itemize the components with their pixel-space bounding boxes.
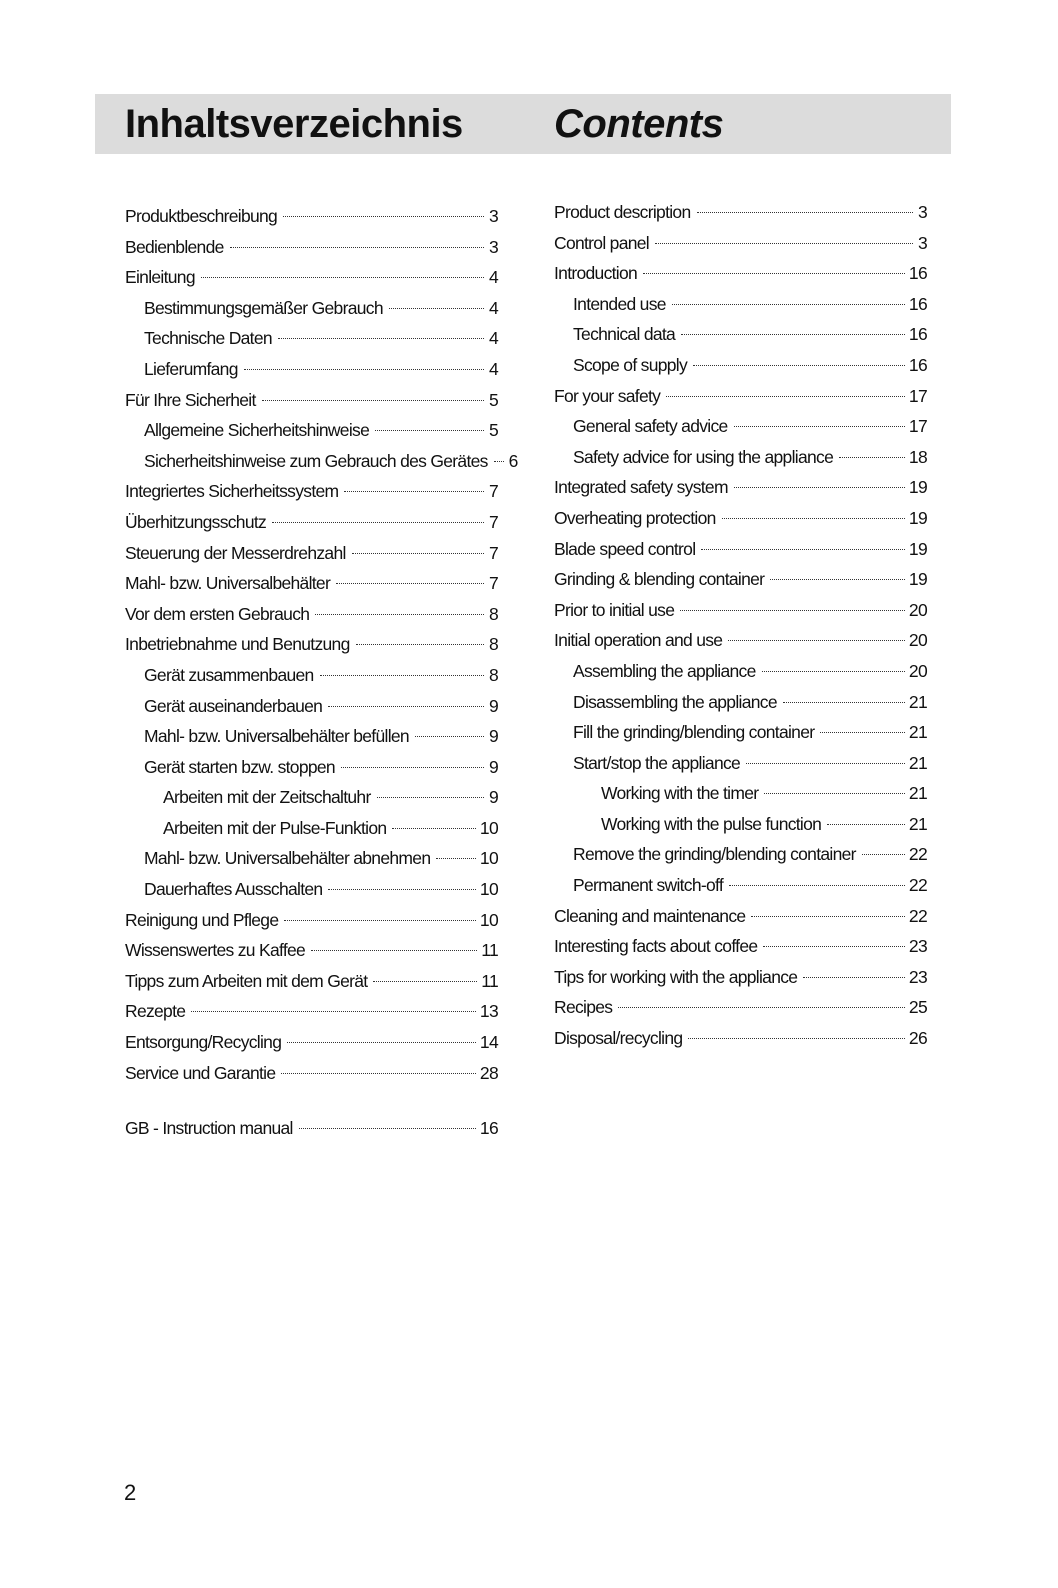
toc-entry-label: Intended use: [573, 293, 666, 314]
dot-leader: [336, 583, 484, 584]
toc-entry[interactable]: [554, 442, 927, 473]
toc-entry[interactable]: [554, 992, 927, 1023]
toc-entry-page: 21: [908, 783, 927, 804]
toc-entry-page: 9: [488, 787, 498, 808]
dot-leader: [764, 793, 905, 794]
dot-leader: [688, 1038, 904, 1039]
toc-entry-page: 10: [479, 909, 498, 930]
toc-entry-label: Tipps zum Arbeiten mit dem Gerät: [125, 970, 368, 991]
toc-entry-page: 4: [488, 358, 498, 379]
toc-entry-page: 23: [908, 966, 927, 987]
toc-entry-page: 8: [488, 634, 498, 655]
toc-entry-page: 3: [917, 232, 927, 253]
header-band: [95, 94, 951, 154]
dot-leader: [315, 614, 484, 615]
toc-entry-page: 11: [481, 940, 498, 961]
toc-entry-page: 19: [908, 507, 927, 528]
toc-entry-label: Dauerhaftes Ausschalten: [144, 879, 323, 900]
toc-entry-label: Initial operation and use: [554, 630, 723, 651]
toc-entry[interactable]: [125, 935, 498, 966]
toc-entry-label: Product description: [554, 202, 691, 222]
page-number: 2: [124, 1480, 137, 1505]
toc-entry-label: Überhitzungsschutz: [125, 511, 267, 532]
dot-leader: [820, 732, 905, 733]
dot-leader: [272, 522, 484, 523]
toc-entry-label: Fill the grinding/blending container: [573, 722, 815, 743]
dot-leader: [320, 675, 484, 676]
toc-entry-page: 21: [908, 691, 927, 712]
toc-entry-page: 16: [479, 1118, 498, 1138]
dot-leader: [287, 1042, 476, 1043]
toc-entry-label: Technical data: [573, 324, 676, 345]
dot-leader: [728, 640, 905, 641]
toc-entry-page: 19: [908, 477, 927, 498]
toc-entry[interactable]: [554, 1023, 927, 1054]
toc-entry-label: Grinding & blending container: [554, 569, 765, 590]
toc-entry-page: 26: [908, 1028, 927, 1049]
dot-leader: [436, 858, 476, 859]
toc-entry-label: Remove the grinding/blending container: [573, 844, 856, 865]
toc-entry-page: 17: [908, 385, 927, 406]
toc-entry[interactable]: [554, 197, 927, 228]
dot-leader: [299, 1128, 476, 1129]
toc-entry-label: Einleitung: [125, 267, 195, 288]
toc-entry-page: 5: [488, 420, 498, 441]
toc-entry-page: 16: [908, 293, 927, 314]
toc-entry-label: Für Ihre Sicherheit: [125, 389, 256, 410]
toc-entry[interactable]: [125, 354, 498, 385]
title-german: Inhaltsverzeichnis: [125, 102, 463, 146]
dot-leader: [284, 920, 476, 921]
toc-entry-page: 21: [908, 722, 927, 743]
dot-leader: [751, 916, 905, 917]
toc-entry-label: Working with the pulse function: [601, 813, 822, 834]
toc-entry[interactable]: [125, 782, 498, 813]
toc-entry[interactable]: [554, 228, 927, 259]
toc-entry-page: 7: [488, 511, 498, 532]
dot-leader: [352, 553, 484, 554]
toc-entry-page: 10: [479, 879, 498, 900]
toc-entry-label: Assembling the appliance: [573, 660, 756, 681]
toc-entry-page: 3: [488, 206, 498, 226]
toc-entry-label: Safety advice for using the appliance: [573, 446, 834, 467]
toc-entry[interactable]: [125, 476, 498, 507]
dot-leader: [373, 981, 477, 982]
dot-leader: [655, 243, 913, 244]
toc-entry[interactable]: [125, 660, 498, 691]
dot-leader: [328, 889, 475, 890]
dot-leader: [862, 854, 905, 855]
toc-entry-page: 16: [908, 324, 927, 345]
toc-entry[interactable]: [125, 1027, 498, 1058]
toc-entry-page: 6: [508, 450, 518, 471]
dot-leader: [311, 950, 477, 951]
toc-entry-label: General safety advice: [573, 416, 728, 437]
toc-entry[interactable]: [125, 752, 498, 783]
toc-entry-label: Allgemeine Sicherheitshinweise: [144, 420, 370, 441]
toc-entry-label: Mahl- bzw. Universalbehälter abnehmen: [144, 848, 431, 869]
toc-entry[interactable]: [125, 599, 498, 630]
toc-entry-label: Cleaning and maintenance: [554, 905, 746, 926]
toc-entry[interactable]: [554, 411, 927, 442]
toc-entry-page: 7: [488, 573, 498, 594]
toc-entry-page: 25: [908, 997, 927, 1018]
toc-entry[interactable]: [554, 687, 927, 718]
toc-entry[interactable]: [125, 629, 498, 660]
toc-entry-label: Rezepte: [125, 1001, 186, 1022]
toc-entry-label: Service und Garantie: [125, 1062, 276, 1083]
toc-entry-page: 19: [908, 569, 927, 590]
dot-leader: [328, 706, 484, 707]
toc-entry[interactable]: [554, 289, 927, 320]
toc-entry-label: Gerät auseinanderbauen: [144, 695, 323, 716]
toc-entry-label: Disassembling the appliance: [573, 691, 777, 712]
toc-entry-page: 21: [908, 813, 927, 834]
dot-leader: [356, 644, 484, 645]
toc-entry-page: 22: [908, 844, 927, 865]
toc-entry-page: 14: [479, 1032, 498, 1053]
toc-entry[interactable]: [554, 778, 927, 809]
toc-entry[interactable]: [554, 625, 927, 656]
dot-leader: [375, 430, 484, 431]
dot-leader: [666, 396, 905, 397]
toc-entry[interactable]: [125, 415, 498, 446]
title-english: Contents: [554, 102, 724, 146]
dot-leader: [244, 369, 484, 370]
toc-entry[interactable]: [125, 691, 498, 722]
toc-entry-page: 23: [908, 936, 927, 957]
toc-entry-page: 5: [488, 389, 498, 410]
toc-entry-label: Recipes: [554, 997, 613, 1018]
toc-entry[interactable]: [125, 905, 498, 936]
toc-entry[interactable]: [554, 350, 927, 381]
dot-leader: [191, 1011, 476, 1012]
toc-entry[interactable]: [125, 874, 498, 905]
dot-leader: [722, 518, 905, 519]
toc-entry[interactable]: [554, 595, 927, 626]
dot-leader: [392, 828, 476, 829]
toc-entry-label: Integriertes Sicherheitssystem: [125, 481, 339, 502]
toc-entry-label: Control panel: [554, 232, 649, 253]
toc-entry-page: 8: [488, 603, 498, 624]
toc-entry-page: 4: [488, 267, 498, 288]
toc-entry[interactable]: [125, 843, 498, 874]
dot-leader: [763, 946, 905, 947]
dot-leader: [783, 702, 905, 703]
dot-leader: [697, 212, 913, 213]
toc-entry-page: 16: [908, 354, 927, 375]
toc-entry-label: Permanent switch-off: [573, 875, 724, 896]
toc-entry-label: For your safety: [554, 385, 661, 406]
toc-entry-page: 22: [908, 875, 927, 896]
toc-entry-page: 3: [917, 202, 927, 222]
toc-entry-label: Vor dem ersten Gebrauch: [125, 603, 310, 624]
toc-entry[interactable]: [554, 503, 927, 534]
toc-entry-label: Tips for working with the appliance: [554, 966, 798, 987]
toc-entry-page: 19: [908, 538, 927, 559]
toc-entry-page: 21: [908, 752, 927, 773]
dot-leader: [281, 1073, 476, 1074]
dot-leader: [341, 767, 484, 768]
toc-entry-label: Integrated safety system: [554, 477, 728, 498]
toc-entry[interactable]: [125, 201, 498, 232]
toc-entry[interactable]: [125, 262, 498, 293]
toc-entry-page: 20: [908, 599, 927, 620]
toc-entry-label: Arbeiten mit der Zeitschaltuhr: [163, 787, 371, 808]
toc-entry-page: 9: [488, 726, 498, 747]
dot-leader: [494, 461, 504, 462]
toc-entry-label: Produktbeschreibung: [125, 206, 278, 226]
toc-entry-page: 20: [908, 660, 927, 681]
toc-entry-page: 22: [908, 905, 927, 926]
toc-entry-label: Technische Daten: [144, 328, 272, 349]
toc-entry-label: GB - Instruction manual: [125, 1118, 293, 1138]
toc-entry-label: Introduction: [554, 263, 638, 284]
toc-entry-label: Gerät zusammenbauen: [144, 664, 314, 685]
toc-entry-page: 10: [479, 817, 498, 838]
toc-entry-label: Overheating protection: [554, 507, 716, 528]
toc-entry[interactable]: [125, 813, 498, 844]
toc-gb-reference: [125, 1113, 498, 1144]
toc-entry-label: Reinigung und Pflege: [125, 909, 279, 930]
dot-leader: [693, 365, 905, 366]
toc-entry-page: 10: [479, 848, 498, 869]
dot-leader: [701, 549, 905, 550]
dot-leader: [770, 579, 905, 580]
dot-leader: [262, 400, 484, 401]
toc-entry[interactable]: [554, 717, 927, 748]
toc-entry-label: Bestimmungsgemäßer Gebrauch: [144, 297, 383, 318]
toc-entry[interactable]: [554, 931, 927, 962]
toc-entry[interactable]: [554, 839, 927, 870]
toc-entry[interactable]: [125, 1058, 498, 1089]
toc-entry[interactable]: [125, 538, 498, 569]
toc-entry[interactable]: [554, 534, 927, 565]
toc-entry[interactable]: [554, 258, 927, 289]
dot-leader: [415, 736, 484, 737]
dot-leader: [672, 304, 905, 305]
toc-entry[interactable]: [554, 901, 927, 932]
toc-entry-page: 7: [488, 542, 498, 563]
toc-entry-label: Lieferumfang: [144, 358, 238, 379]
toc-entry-label: Arbeiten mit der Pulse-Funktion: [163, 817, 387, 838]
toc-entry-label: Working with the timer: [601, 783, 759, 804]
toc-entry-page: 9: [488, 695, 498, 716]
dot-leader: [230, 247, 484, 248]
dot-leader: [618, 1007, 905, 1008]
toc-entry[interactable]: [125, 996, 498, 1027]
toc-entry-page: 4: [488, 297, 498, 318]
toc-entry[interactable]: [125, 232, 498, 263]
dot-leader: [389, 308, 484, 309]
toc-entry[interactable]: [125, 1113, 498, 1144]
dot-leader: [729, 885, 905, 886]
dot-leader: [746, 763, 905, 764]
dot-leader: [681, 334, 905, 335]
toc-entry[interactable]: [554, 962, 927, 993]
toc-entry[interactable]: [125, 721, 498, 752]
toc-entry[interactable]: [125, 323, 498, 354]
dot-leader: [377, 797, 484, 798]
toc-entry[interactable]: [125, 446, 518, 477]
toc-entry-label: Entsorgung/Recycling: [125, 1032, 282, 1053]
dot-leader: [201, 277, 484, 278]
toc-entry[interactable]: [554, 748, 927, 779]
toc-entry-label: Scope of supply: [573, 354, 688, 375]
toc-entry[interactable]: [125, 385, 498, 416]
toc-entry[interactable]: [554, 472, 927, 503]
toc-entry[interactable]: [554, 381, 927, 412]
toc-entry-page: 16: [908, 263, 927, 284]
toc-entry-label: Bedienblende: [125, 236, 224, 257]
toc-entry-page: 4: [488, 328, 498, 349]
toc-entry[interactable]: [554, 656, 927, 687]
dot-leader: [734, 487, 905, 488]
toc-entry[interactable]: [125, 507, 498, 538]
toc-entry[interactable]: [554, 870, 927, 901]
dot-leader: [643, 273, 905, 274]
toc-entry-page: 18: [908, 446, 927, 467]
toc-entry-label: Steuerung der Messerdrehzahl: [125, 542, 346, 563]
toc-entry-page: 3: [488, 236, 498, 257]
toc-english: [554, 197, 927, 1054]
dot-leader: [827, 824, 905, 825]
toc-entry[interactable]: [554, 809, 927, 840]
toc-entry-label: Gerät starten bzw. stoppen: [144, 756, 335, 777]
toc-entry-label: Start/stop the appliance: [573, 752, 741, 773]
dot-leader: [803, 977, 905, 978]
toc-entry[interactable]: [554, 564, 927, 595]
toc-entry-page: 17: [908, 416, 927, 437]
toc-entry-label: Mahl- bzw. Universalbehälter befüllen: [144, 726, 409, 747]
toc-entry[interactable]: [125, 966, 498, 997]
toc-entry-label: Disposal/recycling: [554, 1028, 683, 1049]
dot-leader: [762, 671, 905, 672]
dot-leader: [839, 457, 905, 458]
toc-entry-label: Prior to initial use: [554, 599, 675, 620]
toc-entry-page: 13: [479, 1001, 498, 1022]
dot-leader: [283, 216, 484, 217]
toc-entry-label: Inbetriebnahme und Benutzung: [125, 634, 350, 655]
toc-entry-page: 20: [908, 630, 927, 651]
dot-leader: [734, 426, 905, 427]
toc-entry-label: Wissenswertes zu Kaffee: [125, 940, 306, 961]
toc-entry-page: 7: [488, 481, 498, 502]
toc-entry-page: 8: [488, 664, 498, 685]
toc-entry-label: Blade speed control: [554, 538, 696, 559]
toc-german: [125, 201, 518, 1088]
toc-entry[interactable]: [125, 293, 498, 324]
toc-entry-label: Mahl- bzw. Universalbehälter: [125, 573, 331, 594]
toc-entry-page: 11: [481, 970, 498, 991]
toc-entry-page: 28: [479, 1062, 498, 1083]
dot-leader: [278, 338, 484, 339]
toc-entry-label: Interesting facts about coffee: [554, 936, 758, 957]
toc-entry-page: 9: [488, 756, 498, 777]
dot-leader: [680, 610, 905, 611]
toc-entry-label: Sicherheitshinweise zum Gebrauch des Gerätes: [144, 450, 488, 471]
toc-entry[interactable]: [125, 568, 498, 599]
toc-entry[interactable]: [554, 319, 927, 350]
dot-leader: [344, 491, 484, 492]
